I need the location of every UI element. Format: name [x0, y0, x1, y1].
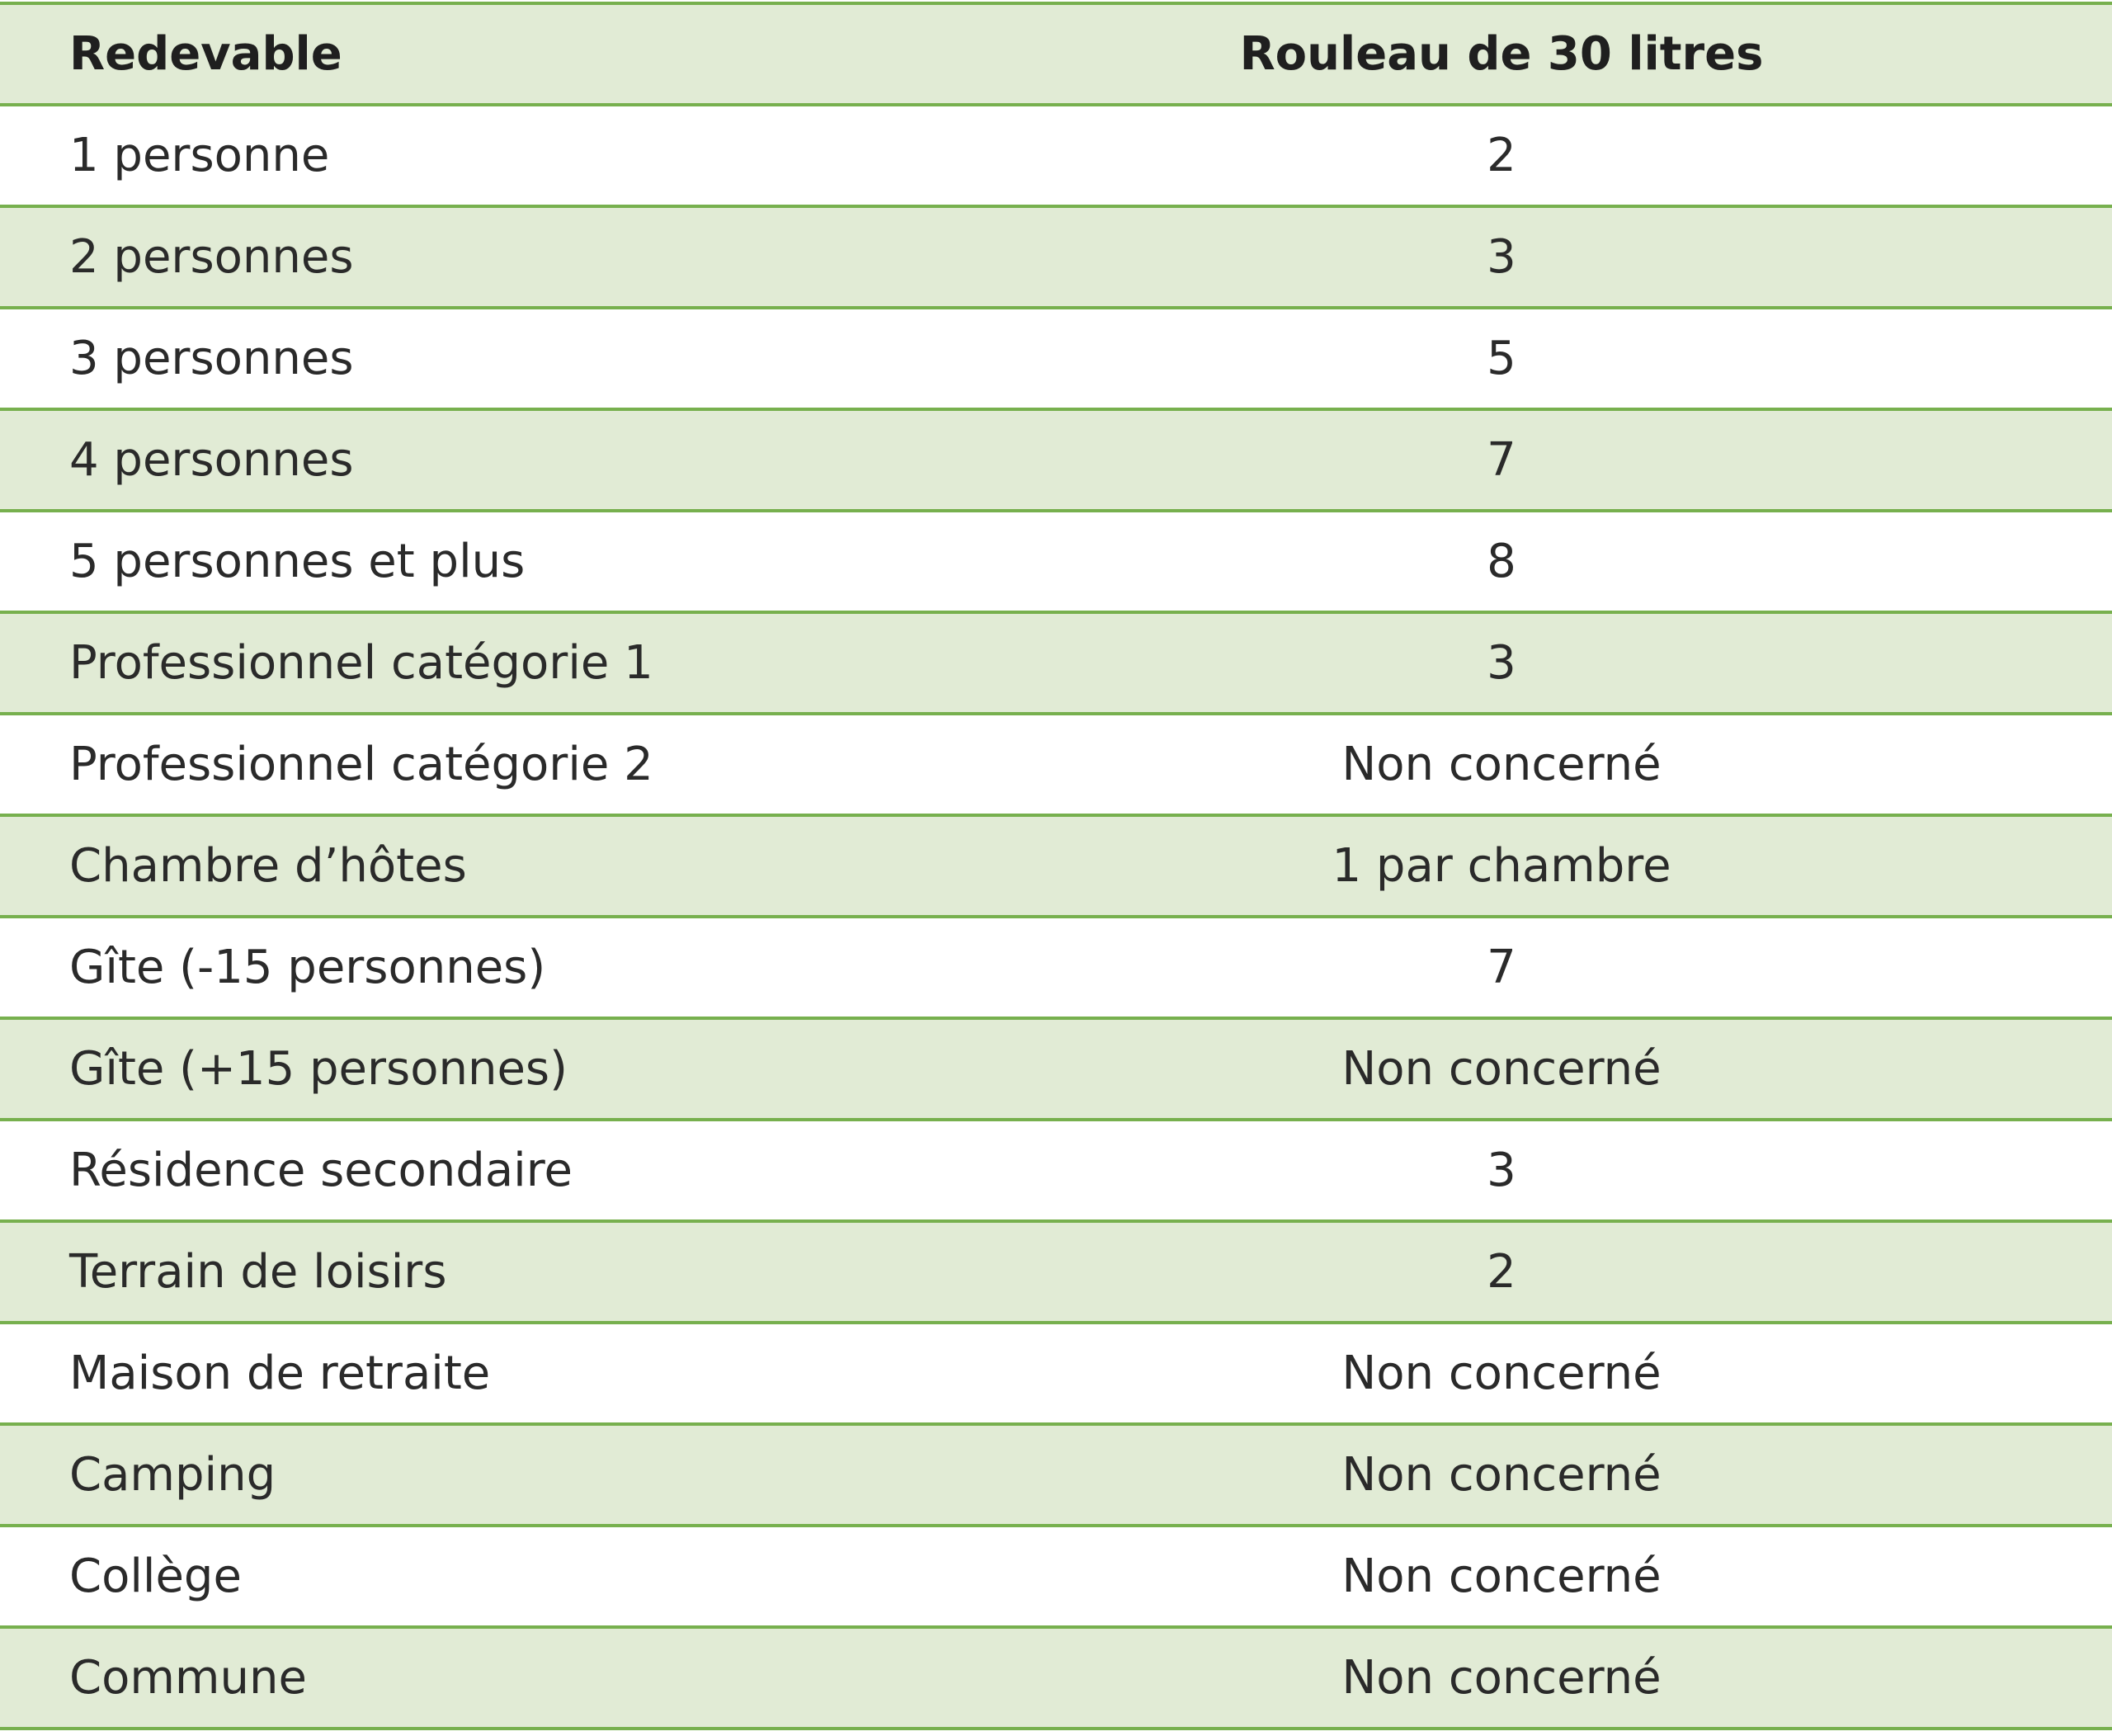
row-value: 2 — [1023, 1221, 1980, 1323]
row-value: Non concerné — [1023, 1018, 1980, 1120]
row-label: Gîte (+15 personnes) — [0, 1018, 1023, 1120]
row-spacer — [1980, 612, 2112, 714]
row-value: 1 par chambre — [1023, 815, 1980, 917]
row-spacer — [1980, 1323, 2112, 1424]
table-row — [0, 1018, 2112, 1120]
row-spacer — [1980, 1120, 2112, 1221]
table-header-row — [0, 3, 2112, 105]
row-label: Maison de retraite — [0, 1323, 1023, 1424]
table-row — [0, 815, 2112, 917]
row-spacer — [1980, 105, 2112, 206]
row-spacer — [1980, 511, 2112, 612]
row-spacer — [1980, 1018, 2112, 1120]
row-spacer — [1980, 1424, 2112, 1526]
table-row — [0, 511, 2112, 612]
row-spacer — [1980, 714, 2112, 815]
row-spacer — [1980, 206, 2112, 308]
row-spacer — [1980, 409, 2112, 511]
row-label: 2 personnes — [0, 206, 1023, 308]
row-spacer — [1980, 1221, 2112, 1323]
table-row — [0, 1221, 2112, 1323]
header-spacer — [1980, 3, 2112, 105]
row-value: 7 — [1023, 409, 1980, 511]
row-value: Non concerné — [1023, 1424, 1980, 1526]
table-row — [0, 409, 2112, 511]
row-label: Terrain de loisirs — [0, 1221, 1023, 1323]
header-redevable: Redevable — [0, 3, 1023, 105]
header-rouleau: Rouleau de 30 litres — [1023, 3, 1980, 105]
table-row — [0, 1120, 2112, 1221]
row-spacer — [1980, 1627, 2112, 1729]
table-row — [0, 308, 2112, 409]
row-label: Professionnel catégorie 1 — [0, 612, 1023, 714]
row-label: Professionnel catégorie 2 — [0, 714, 1023, 815]
row-label: 1 personne — [0, 105, 1023, 206]
row-value: 8 — [1023, 511, 1980, 612]
table-row — [0, 1627, 2112, 1729]
row-value: Non concerné — [1023, 1526, 1980, 1627]
row-label: Gîte (-15 personnes) — [0, 917, 1023, 1018]
row-spacer — [1980, 308, 2112, 409]
row-value: 2 — [1023, 105, 1980, 206]
row-spacer — [1980, 815, 2112, 917]
row-value: 3 — [1023, 1120, 1980, 1221]
table-row — [0, 1424, 2112, 1526]
table-row — [0, 1323, 2112, 1424]
row-label: Résidence secondaire — [0, 1120, 1023, 1221]
row-spacer — [1980, 1526, 2112, 1627]
table-row — [0, 105, 2112, 206]
row-label: 5 personnes et plus — [0, 511, 1023, 612]
row-label: Chambre d’hôtes — [0, 815, 1023, 917]
row-value: Non concerné — [1023, 1627, 1980, 1729]
table-row — [0, 1526, 2112, 1627]
row-label: Commune — [0, 1627, 1023, 1729]
table-row — [0, 612, 2112, 714]
row-label: 4 personnes — [0, 409, 1023, 511]
row-label: Collège — [0, 1526, 1023, 1627]
table-row — [0, 714, 2112, 815]
row-value: Non concerné — [1023, 714, 1980, 815]
row-label: 3 personnes — [0, 308, 1023, 409]
table-row — [0, 206, 2112, 308]
row-spacer — [1980, 917, 2112, 1018]
row-value: Non concerné — [1023, 1323, 1980, 1424]
row-value: 3 — [1023, 206, 1980, 308]
row-value: 7 — [1023, 917, 1980, 1018]
table-row — [0, 917, 2112, 1018]
row-value: 5 — [1023, 308, 1980, 409]
allocation-table — [0, 2, 2112, 1730]
row-label: Camping — [0, 1424, 1023, 1526]
row-value: 3 — [1023, 612, 1980, 714]
